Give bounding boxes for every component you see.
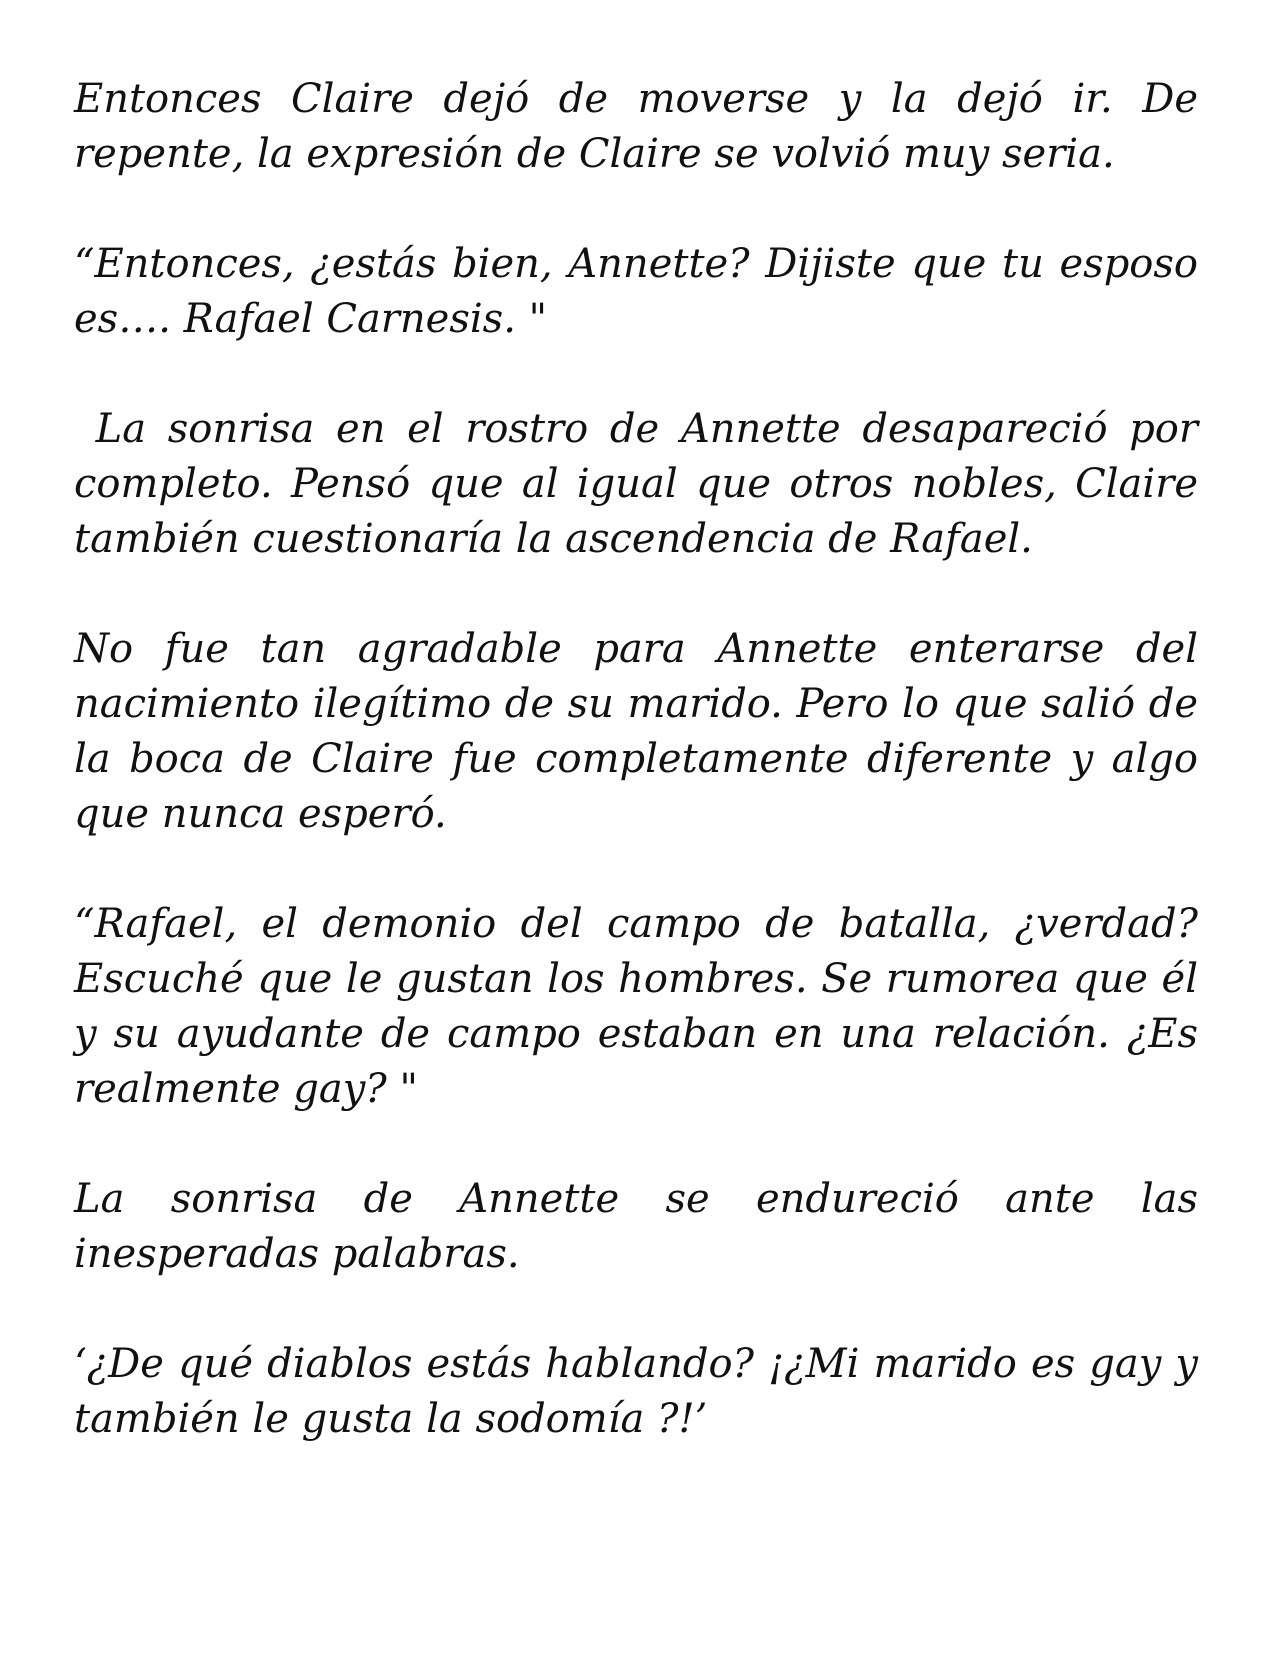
paragraph: No fue tan agradable para Annette enterarse del nacimiento ilegítimo de su marido. Pero lo que salió de la boca de Claire fue completamente diferente y algo que nunca esperó. — [74, 626, 1198, 837]
document-body — [74, 72, 1211, 1447]
paragraph: Entonces Claire dejó de moverse y la dejó ir. De repente, la expresión de Claire se volvió muy seria. — [74, 76, 1198, 177]
paragraph: La sonrisa en el rostro de Annette desapareció por completo. Pensó que al igual que otros nobles, Claire también cuestionaría la ascendencia de Rafael. — [74, 406, 1211, 562]
paragraph: “Rafael, el demonio del campo de batalla, ¿verdad? Escuché que le gustan los hombres. Se rumorea que él y su ayudante de campo estaban en una relación. ¿Es realmente gay? " — [74, 901, 1198, 1112]
paragraph: “Entonces, ¿estás bien, Annette? Dijiste que tu esposo es…. Rafael Carnesis. " — [74, 241, 1198, 342]
paragraph: ‘¿De qué diablos estás hablando? ¡¿Mi marido es gay y también le gusta la sodomía ?!’ — [74, 1341, 1198, 1442]
paragraph: La sonrisa de Annette se endureció ante las inesperadas palabras. — [74, 1176, 1198, 1277]
